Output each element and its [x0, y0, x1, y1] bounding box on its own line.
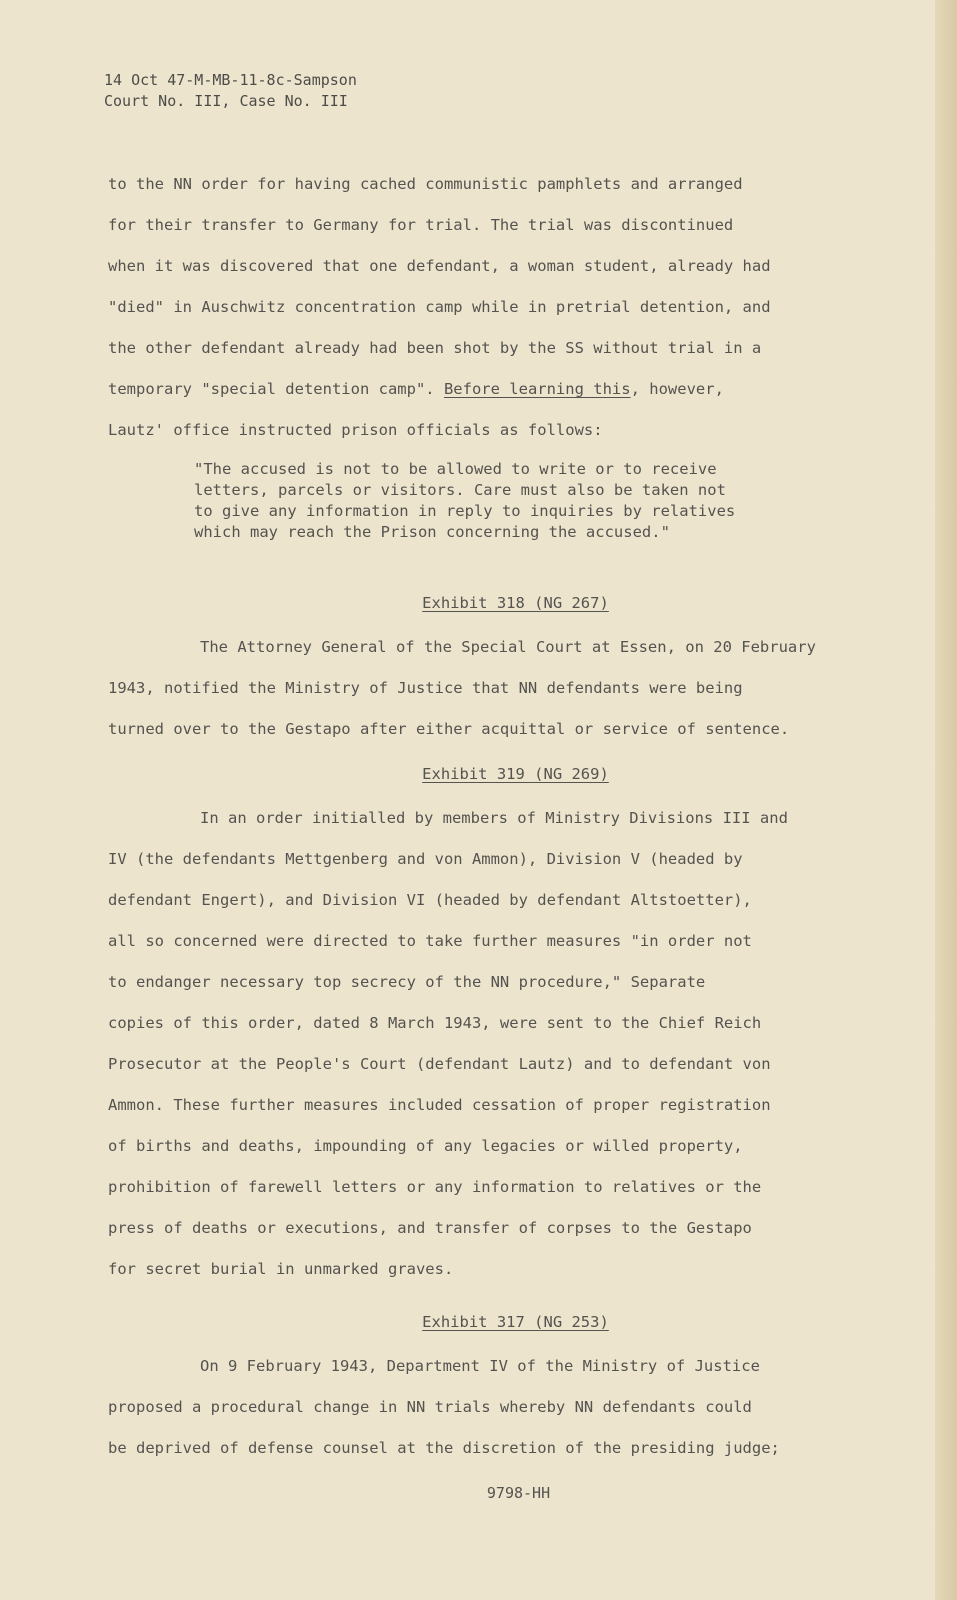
text-segment: , however, [630, 380, 724, 398]
text-line: Prosecutor at the People's Court (defendant Lautz) and to defendant von [108, 1055, 771, 1073]
quote-line: letters, parcels or visitors. Care must also be taken not [194, 481, 726, 499]
text-line: to the NN order for having cached communistic pamphlets and arranged [108, 175, 743, 193]
text-line: press of deaths or executions, and transfer of corpses to the Gestapo [108, 1219, 752, 1237]
text-line: the other defendant already had been shot by the SS without trial in a [108, 339, 762, 357]
text-line: all so concerned were directed to take further measures "in order not [108, 932, 752, 950]
text-line: In an order initialled by members of Ministry Divisions III and [200, 809, 788, 827]
text-line: of births and deaths, impounding of any legacies or willed property, [108, 1137, 743, 1155]
text-line: Ammon. These further measures included cessation of proper registration [108, 1096, 771, 1114]
text-line: for secret burial in unmarked graves. [108, 1260, 454, 1278]
text-line: The Attorney General of the Special Court at Essen, on 20 February [200, 638, 816, 656]
exhibit-319-paragraph [108, 798, 883, 1290]
document-header [104, 70, 357, 112]
text-line: for their transfer to Germany for trial. The trial was discontinued [108, 216, 734, 234]
exhibit-319-heading: Exhibit 319 (NG 269) [422, 765, 609, 783]
paragraph-1 [108, 164, 883, 451]
quote-line: which may reach the Prison concerning the accused." [194, 523, 670, 541]
text-line: Lautz' office instructed prison officials as follows: [108, 421, 603, 439]
text-line: be deprived of defense counsel at the discretion of the presiding judge; [108, 1439, 780, 1457]
text-line: proposed a procedural change in NN trials whereby NN defendants could [108, 1398, 752, 1416]
text-line: 1943, notified the Ministry of Justice that NN defendants were being [108, 679, 743, 697]
text-line: turned over to the Gestapo after either acquittal or service of sentence. [108, 720, 790, 738]
exhibit-317-paragraph [108, 1346, 883, 1469]
text-line: IV (the defendants Mettgenberg and von Ammon), Division V (headed by [108, 850, 743, 868]
text-line: when it was discovered that one defendant, a woman student, already had [108, 257, 771, 275]
text-line: "died" in Auschwitz concentration camp while in pretrial detention, and [108, 298, 771, 316]
text-line [108, 369, 883, 410]
exhibit-318-heading: Exhibit 318 (NG 267) [422, 594, 609, 612]
text-line: defendant Engert), and Division VI (headed by defendant Altstoetter), [108, 891, 752, 909]
page-edge [935, 0, 957, 1600]
quote-line: to give any information in reply to inquiries by relatives [194, 502, 736, 520]
exhibit-317-heading: Exhibit 317 (NG 253) [422, 1313, 609, 1331]
header-line-2: Court No. III, Case No. III [104, 92, 348, 110]
text-segment: temporary "special detention camp". [108, 380, 444, 398]
underlined-phrase: Before learning this [443, 380, 631, 398]
page-code: 9798-HH [486, 1484, 551, 1502]
exhibit-318-paragraph [108, 627, 883, 750]
text-line: On 9 February 1943, Department IV of the Ministry of Justice [200, 1357, 760, 1375]
quote-line: "The accused is not to be allowed to write or to receive [194, 460, 717, 478]
header-line-1: 14 Oct 47-M-MB-11-8c-Sampson [104, 71, 357, 89]
text-line: copies of this order, dated 8 March 1943, were sent to the Chief Reich [108, 1014, 762, 1032]
block-quote [108, 459, 883, 543]
text-line: prohibition of farewell letters or any information to relatives or the [108, 1178, 762, 1196]
document-body [108, 164, 883, 1469]
text-line: to endanger necessary top secrecy of the NN procedure," Separate [108, 973, 706, 991]
